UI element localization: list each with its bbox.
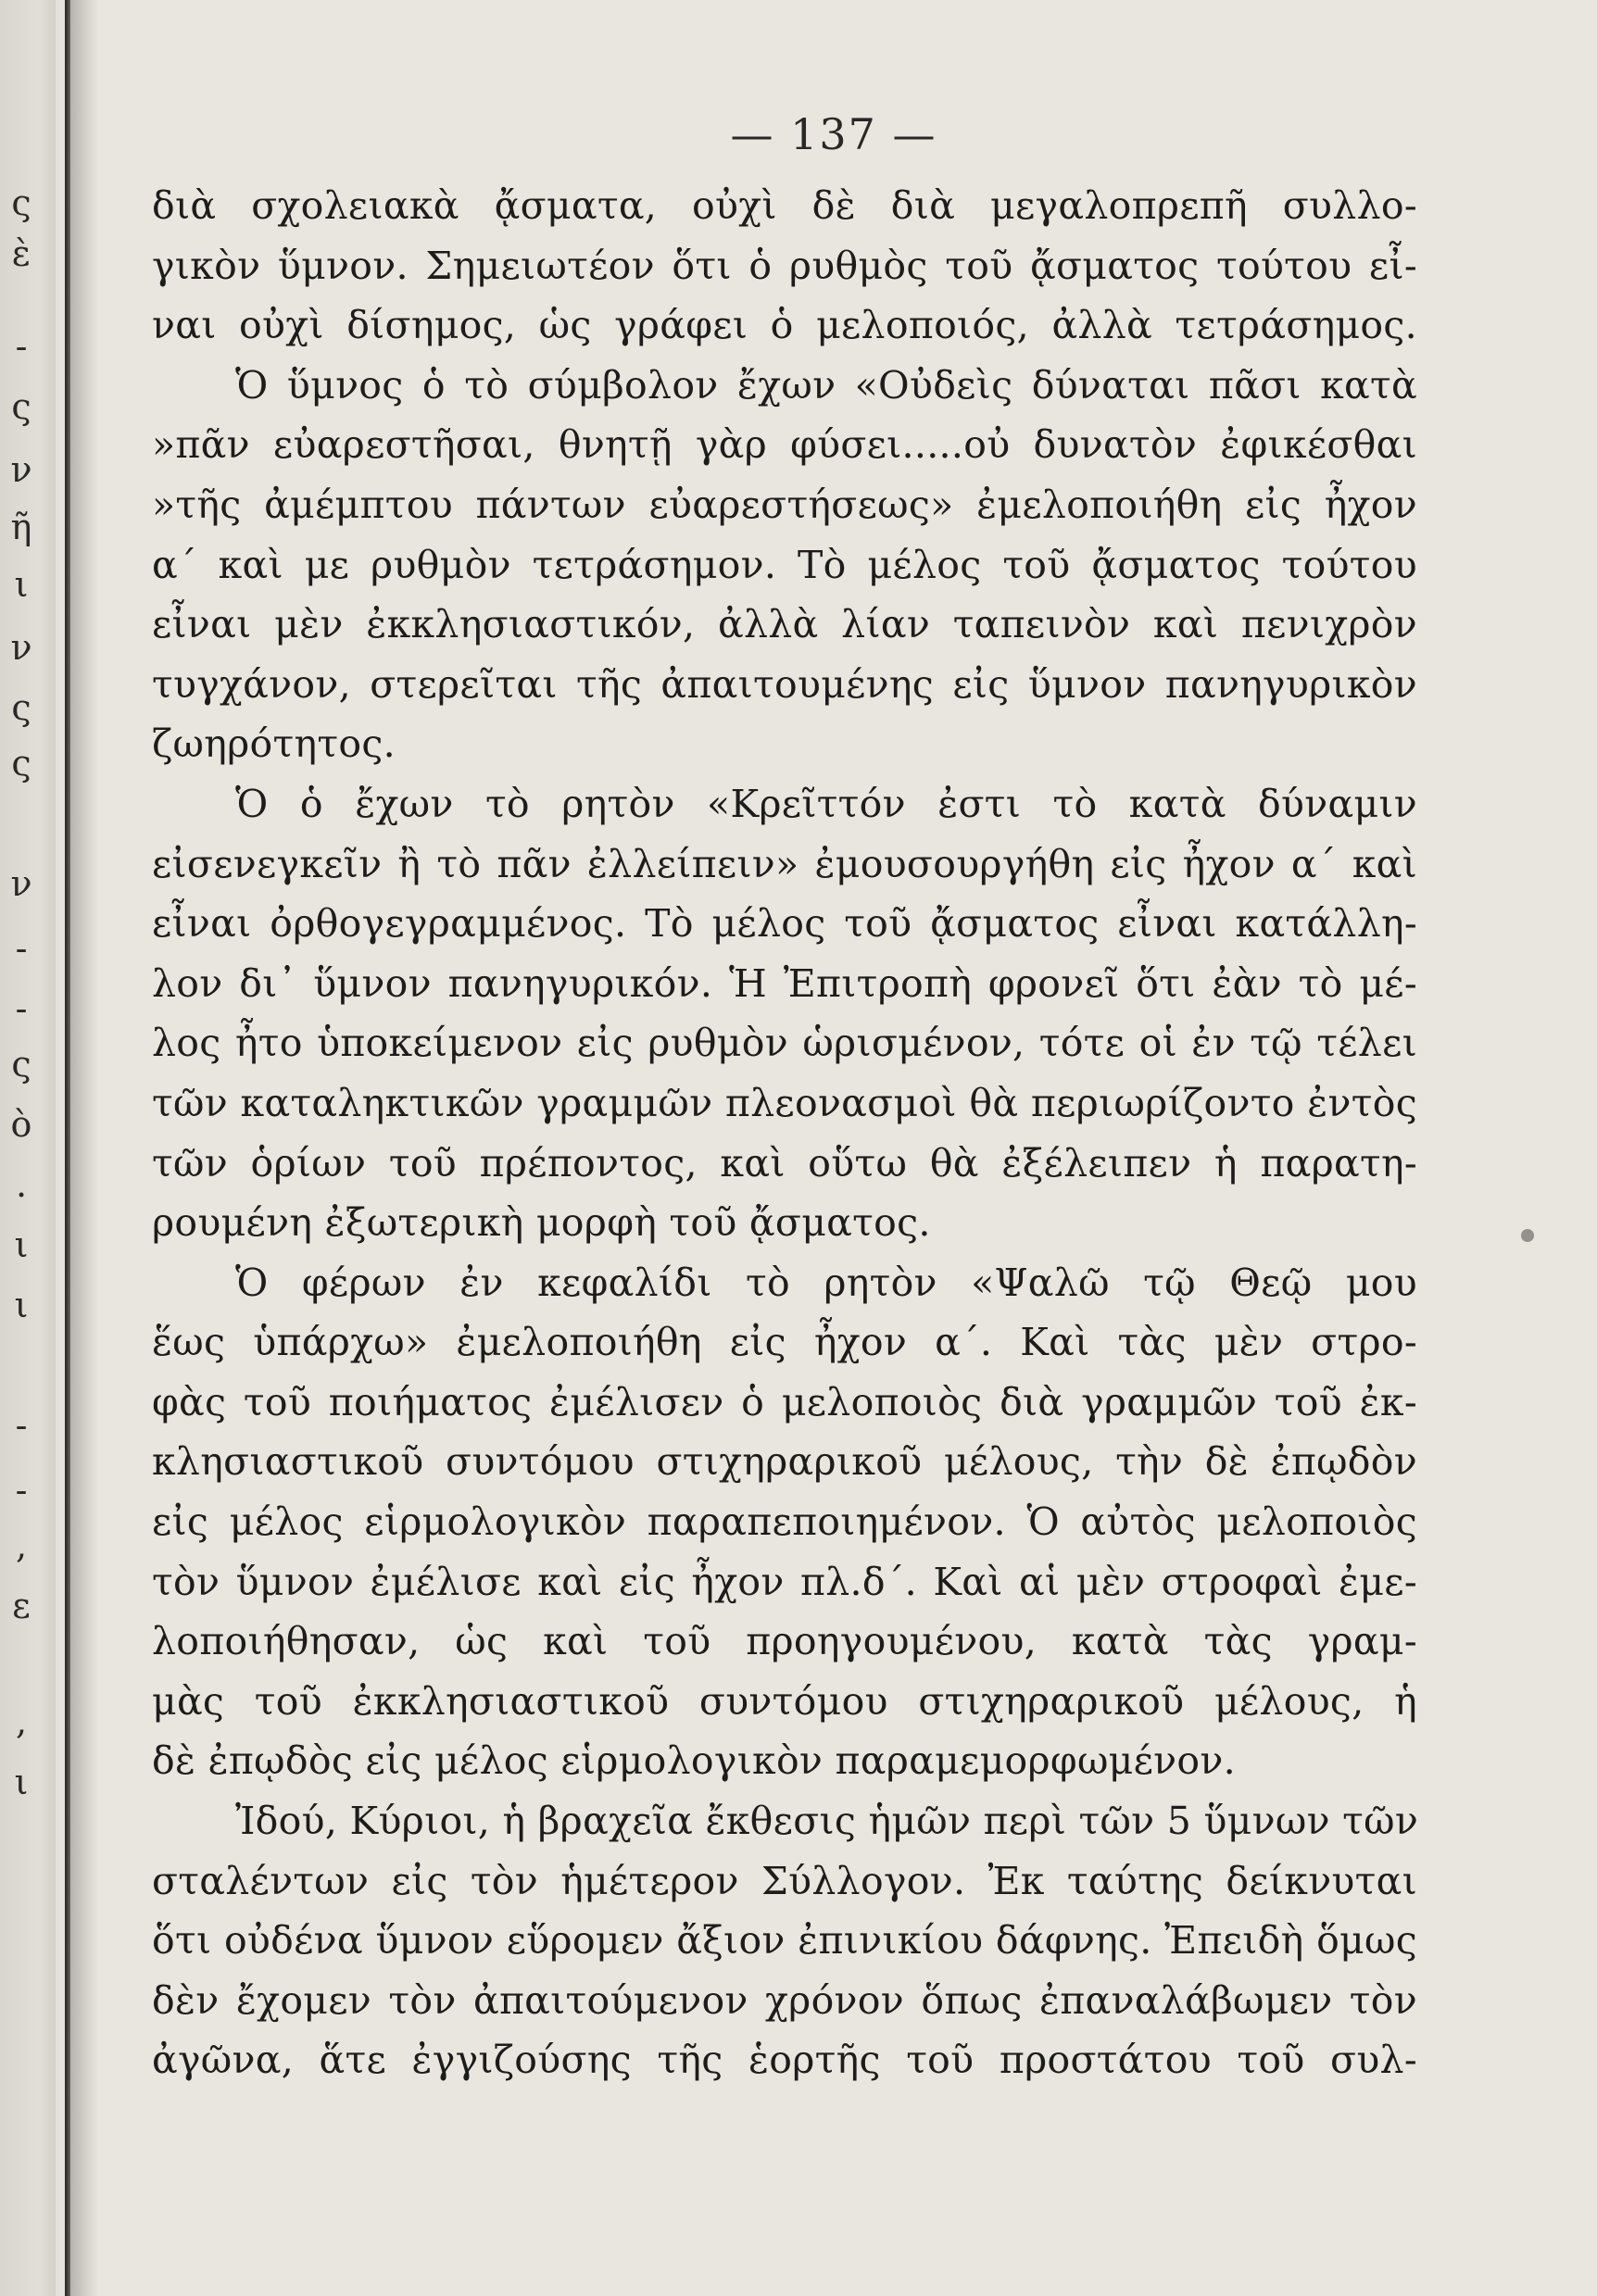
text-line: λοποιήθησαν, ὡς καὶ τοῦ προηγουμένου, κατὰ τὰς γραμ- [152, 1619, 1417, 1664]
text-line: ζωηρότητος. [152, 721, 396, 767]
margin-fragment: - [15, 1470, 28, 1511]
margin-fragment: ν [10, 449, 32, 490]
previous-page-edge [0, 0, 56, 2296]
text-line: λος ἦτο ὑποκείμενον εἰς ρυθμὸν ὡρισμένον, τότε οἱ ἐν τῷ τέλει [152, 1021, 1417, 1066]
margin-fragment: - [15, 326, 28, 367]
margin-fragment: ι [14, 1285, 29, 1325]
margin-fragment: ς [11, 687, 31, 728]
text-line: γικὸν ὕμνον. Σημειωτέον ὅτι ὁ ρυθμὸς τοῦ ᾄσματος τούτου εἶ- [152, 243, 1417, 288]
text-line: εἶναι ὀρθογεγραμμένος. Τὸ μέλος τοῦ ᾄσματος εἶναι κατάλλη- [152, 901, 1417, 947]
margin-fragment: ῆ [10, 507, 32, 547]
body-text [152, 176, 1417, 2090]
text-line: Ὁ ὁ ἔχων τὸ ρητὸν «Κρεῖττόν ἐστι τὸ κατὰ δύναμιν [235, 781, 1417, 826]
ink-speck [1521, 1229, 1534, 1242]
text-line: ἀγῶνα, ἅτε ἐγγιζούσης τῆς ἑορτῆς τοῦ προστάτου τοῦ συλ- [152, 2038, 1417, 2083]
margin-fragment: ε [12, 1586, 31, 1626]
margin-fragment: ι [14, 1762, 29, 1802]
text-line: ὅτι οὐδένα ὕμνον εὕρομεν ἄξιον ἐπινικίου δάφνης. Ἐπειδὴ ὅμως [152, 1918, 1417, 1964]
text-line: δὲν ἔχομεν τὸν ἀπαιτούμενον χρόνον ὅπως ἐπαναλάβωμεν τὸν [152, 1977, 1417, 2023]
margin-fragment: ὸ [10, 1104, 32, 1145]
text-line: εἰσενεγκεῖν ἢ τὸ πᾶν ἐλλείπειν» ἐμουσουργήθη εἰς ἦχον α΄ καὶ [152, 841, 1417, 886]
text-line: σταλέντων εἰς τὸν ἡμέτερον Σύλλογον. Ἐκ ταύτης δείκνυται [152, 1858, 1417, 1903]
margin-fragment: ς [11, 1044, 31, 1085]
text-line: διὰ σχολειακὰ ᾄσματα, οὐχὶ δὲ διὰ μεγαλοπρεπῆ συλλο- [152, 183, 1417, 228]
text-line: »πᾶν εὐαρεστῆσαι, θνητῇ γὰρ φύσει.....οὐ δυνατὸν ἐφικέσθαι [152, 422, 1417, 468]
text-line: »τῆς ἀμέμπτου πάντων εὐαρεστήσεως» ἐμελοποιήθη εἰς ἦχον [152, 482, 1417, 527]
text-line: λον δι᾽ ὕμνον πανηγυρικόν. Ἡ Ἐπιτροπὴ φρονεῖ ὅτι ἐὰν τὸ μέ- [152, 960, 1417, 1006]
text-line: τῶν καταληκτικῶν γραμμῶν πλεονασμοὶ θὰ περιωρίζοντο ἐντὸς [152, 1080, 1417, 1125]
margin-fragment: , [15, 1525, 28, 1566]
text-line: εἰς μέλος εἱρμολογικὸν παραπεποιημένον. Ὁ αὐτὸς μελοποιὸς [152, 1499, 1417, 1545]
page-number: — 137 — [730, 109, 937, 159]
text-line: δὲ ἐπῳδὸς εἰς μέλος εἱρμολογικὸν παραμεμορφωμένον. [152, 1738, 1236, 1784]
text-line: α΄ καὶ με ρυθμὸν τετράσημον. Τὸ μέλος τοῦ ᾄσματος τούτου [152, 542, 1417, 587]
text-line: ναι οὐχὶ δίσημος, ὡς γράφει ὁ μελοποιός, ἀλλὰ τετράσημος. [152, 303, 1417, 348]
margin-fragment: - [15, 988, 28, 1029]
text-line: Ὁ φέρων ἐν κεφαλίδι τὸ ρητὸν «Ψαλῶ τῷ Θεῷ μου [235, 1260, 1417, 1305]
text-line: κλησιαστικοῦ συντόμου στιχηραρικοῦ μέλους, τὴν δὲ ἐπῳδὸν [152, 1439, 1417, 1485]
margin-fragment: ι [14, 1224, 29, 1265]
margin-fragment: - [15, 928, 28, 969]
margin-fragment: - [15, 1405, 28, 1446]
text-line: μὰς τοῦ ἐκκλησιαστικοῦ συντόμου στιχηραρικοῦ μέλους, ἡ [152, 1678, 1417, 1724]
text-line: Ἰδού, Κύριοι, ἡ βραχεῖα ἔκθεσις ἡμῶν περὶ τῶν 5 ὕμνων τῶν [235, 1799, 1419, 1844]
margin-fragment: , [15, 1701, 28, 1742]
margin-fragment: . [15, 1164, 28, 1205]
text-line: φὰς τοῦ ποιήματος ἐμέλισεν ὁ μελοποιὸς διὰ γραμμῶν τοῦ ἐκ- [152, 1379, 1417, 1424]
margin-fragment: ν [10, 627, 32, 668]
book-page [70, 0, 1597, 2296]
text-line: ρουμένη ἐξωτερικὴ μορφὴ τοῦ ᾄσματος. [152, 1200, 931, 1246]
margin-fragment: ι [14, 564, 29, 605]
text-line: Ὁ ὕμνος ὁ τὸ σύμβολον ἔχων «Οὐδεὶς δύναται πᾶσι κατὰ [235, 362, 1417, 408]
margin-fragment: ς [11, 386, 31, 427]
margin-fragment: ν [10, 863, 32, 904]
text-line: τῶν ὁρίων τοῦ πρέποντος, καὶ οὕτω θὰ ἐξέλειπεν ἡ παρατη- [152, 1140, 1417, 1186]
text-line: ἕως ὑπάρχω» ἐμελοποιήθη εἰς ἦχον α΄. Καὶ τὰς μὲν στρο- [152, 1320, 1417, 1365]
margin-fragment: ὲ [11, 233, 31, 274]
margin-fragment: ς [11, 182, 31, 223]
fold-shadow [70, 0, 98, 2296]
text-line: τὸν ὕμνον ἐμέλισε καὶ εἰς ἦχον πλ.δ΄. Καὶ αἱ μὲν στροφαὶ ἐμε- [152, 1559, 1417, 1604]
margin-fragment: ς [11, 743, 31, 784]
text-line: τυγχάνον, στερεῖται τῆς ἀπαιτουμένης εἰς ὕμνον πανηγυρικὸν [152, 661, 1417, 707]
text-line: εἶναι μὲν ἐκκλησιαστικόν, ἀλλὰ λίαν ταπεινὸν καὶ πενιχρὸν [152, 602, 1417, 647]
